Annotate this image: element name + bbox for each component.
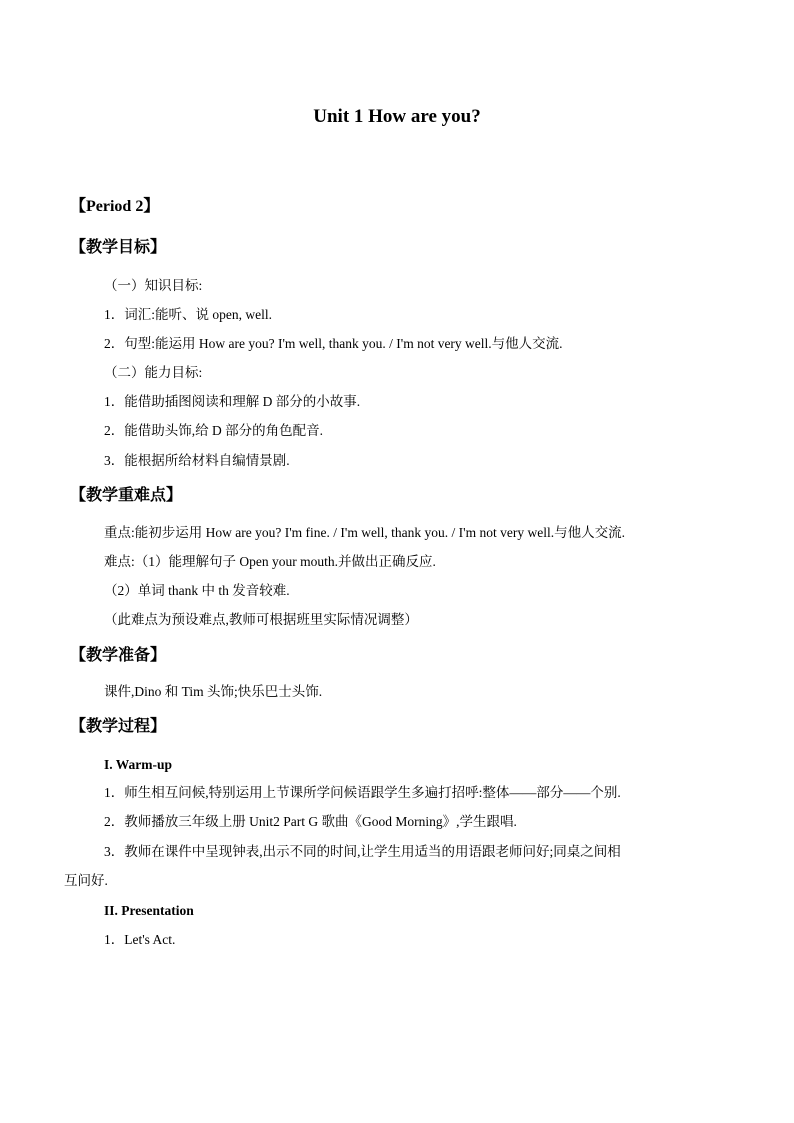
preparation-line: 课件,Dino 和 Tim 头饰;快乐巴士头饰.	[104, 684, 323, 699]
preparation-heading: 【教学准备】	[70, 647, 167, 664]
objectives-line: 2．能借助头饰,给 D 部分的角色配音.	[104, 423, 323, 438]
objectives-line: （二）能力目标:	[104, 365, 203, 380]
warmup-title: I. Warm-up	[104, 757, 173, 772]
presentation-title: II. Presentation	[104, 903, 194, 918]
warmup-line: 1．师生相互问候,特别运用上节课所学问候语跟学生多遍打招呼:整体——部分——个别.	[104, 785, 621, 800]
document-title: Unit 1 How are you?	[313, 106, 481, 127]
process-heading: 【教学过程】	[70, 718, 167, 735]
objectives-line: 1．词汇:能听、说 open, well.	[104, 307, 272, 322]
objectives-line: （一）知识目标:	[104, 278, 203, 293]
warmup-line: 2．教师播放三年级上册 Unit2 Part G 歌曲《Good Morning》,学生跟唱.	[104, 814, 517, 829]
objectives-heading: 【教学目标】	[70, 239, 167, 256]
key-points-heading: 【教学重难点】	[70, 487, 183, 504]
warmup-line: 3．教师在课件中呈现钟表,出示不同的时间,让学生用适当的用语跟老师问好;同桌之间相	[104, 844, 621, 859]
key-points-line: 难点:（1）能理解句子 Open your mouth.并做出正确反应.	[104, 554, 436, 569]
warmup-line: 互问好.	[64, 873, 108, 888]
objectives-line: 3．能根据所给材料自编情景剧.	[104, 453, 290, 468]
objectives-line: 1．能借助插图阅读和理解 D 部分的小故事.	[104, 394, 361, 409]
key-points-line: （2）单词 thank 中 th 发音较难.	[104, 583, 290, 598]
key-points-line: 重点:能初步运用 How are you? I'm fine. / I'm well, thank you. / I'm not very well.与他人交流.	[104, 525, 625, 540]
presentation-line: 1．Let's Act.	[104, 932, 176, 947]
period-label: 【Period 2】	[70, 198, 160, 215]
objectives-line: 2．句型:能运用 How are you? I'm well, thank you. / I'm not very well.与他人交流.	[104, 336, 563, 351]
key-points-line: （此难点为预设难点,教师可根据班里实际情况调整）	[104, 612, 418, 627]
